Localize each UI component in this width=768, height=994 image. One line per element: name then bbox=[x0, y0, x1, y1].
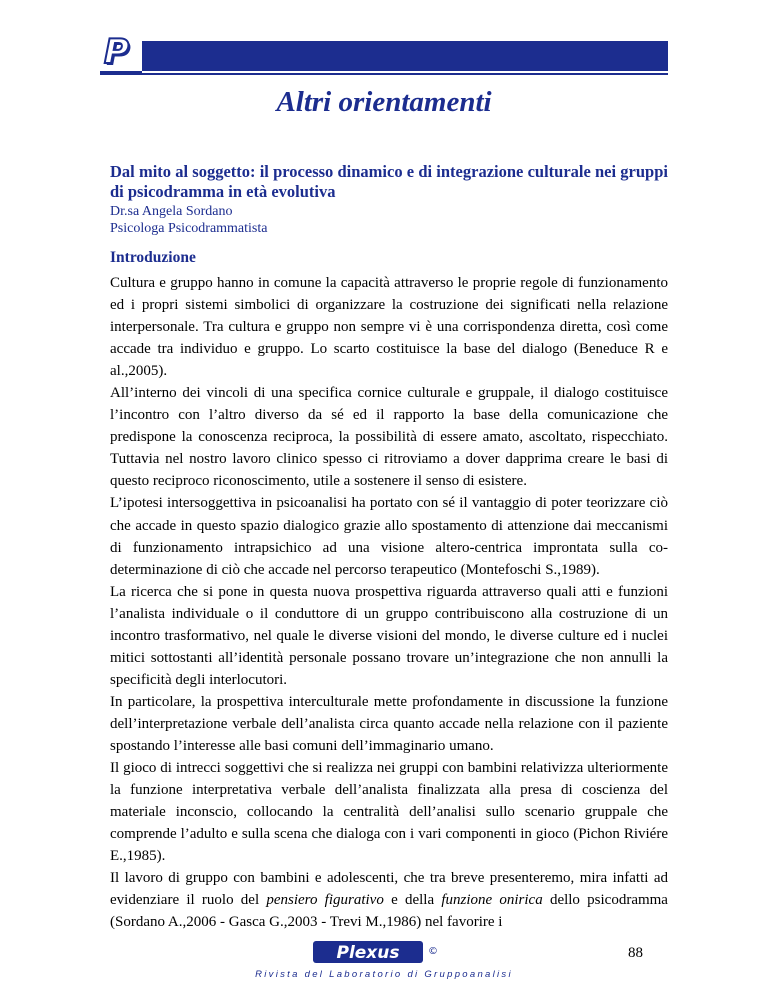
journal-caption: Rivista del Laboratorio di Gruppoanalisi bbox=[255, 969, 513, 980]
text-span: Il lavoro di gruppo con bambini e adolescenti, che tra breve presenteremo, mira infatti ad evidenziare il ruolo del bbox=[110, 870, 668, 909]
plexus-p-logo: P bbox=[104, 32, 129, 72]
article-title: Dal mito al soggetto: il processo dinamico e di integrazione culturale nei gruppi di psicodramma in età evolutiva bbox=[110, 162, 668, 201]
paragraph: Cultura e gruppo hanno in comune la capacità attraverso le proprie regole di funzionamento ed i propri sistemi simbolici di organizzare la costruzione dei significati nella relazione interpersonale. Tra cultura e gruppo non sempre vi è una corrispondenza diretta, così come accade tra individuo e gruppo. Lo scarto costituisce la base del dialogo (Beneduce R e al.,2005). bbox=[110, 275, 668, 380]
paragraph: In particolare, la prospettiva interculturale mette profondamente in discussione la funzione dell’interpretazione verbale dell’analista circa quanto accade nella relazione con il paziente spostando l’interesse alle basi comuni dell’immaginario umano. bbox=[110, 693, 668, 754]
copyright-mark: © bbox=[428, 946, 438, 957]
author-name: Dr.sa Angela Sordano bbox=[110, 204, 233, 219]
paragraph: L’ipotesi intersoggettiva in psicoanalisi ha portato con sé il vantaggio di poter teorizzare ciò che accade in questo spazio dialogico grazie allo spostamento di attenzione dai meccanismi di funzionamento intrapsichico ad una visione altero-centrica improntata sulla co-determinazione di ciò che accade nel percorso terapeutico (Montefoschi S.,1989). bbox=[110, 495, 668, 578]
paragraph: Il gioco di intrecci soggettivi che si realizza nei gruppi con bambini relativizza ulteriormente la funzione interpretativa verbale dell’analista finalizzata alla presa di coscienza del materiale inconscio, collocando la centralità dell’analisi sullo scenario gruppale che comprende l’adulto e sulla scena che dialoga con i vari componenti in gioco (Pichon Riviére E.,1985). bbox=[110, 760, 668, 865]
header-bar bbox=[100, 41, 668, 71]
author-role: Psicologa Psicodrammatista bbox=[110, 221, 268, 236]
text-span: e della bbox=[383, 892, 442, 909]
page-number: 88 bbox=[628, 945, 643, 961]
footer-logo-text: Plexus bbox=[336, 943, 400, 963]
emphasis: funzione onirica bbox=[441, 892, 543, 909]
emphasis: pensiero figurativo bbox=[266, 892, 384, 909]
subheading: Introduzione bbox=[110, 249, 196, 266]
paragraph: All’interno dei vincoli di una specifica cornice culturale e gruppale, il dialogo costituisce l’incontro con l’altro diverso da sé ed il rapporto la base della comunicazione che predispone la conoscenza reciproca, la possibilità di essere amato, ascoltato, rispecchiato. Tuttavia nel nostro lavoro clinico spesso ci ritroviamo a dover dapprima creare le basi di questo reciproco riconoscimento, utile a sostenere il senso di esistere. bbox=[110, 385, 668, 490]
author-block bbox=[110, 203, 267, 237]
text-span: dello psicodramma (Sordano A.,2006 - Gasca G.,2003 - Trevi M.,1986) nel favorire i bbox=[110, 892, 668, 931]
paragraph: La ricerca che si pone in questa nuova prospettiva riguarda attraverso quali atti e funzioni l’analista individuale o il conduttore di un gruppo contribuiscono alla costruzione di un incontro trasformativo, nel quale le diverse visioni del mondo, le diverse culture ed i nuclei mitici sottostanti all’identità personale possano trovare un’integrazione che non annulli la specificità degli interlocutori. bbox=[110, 583, 668, 688]
paragraph-last bbox=[110, 867, 668, 933]
article-body bbox=[110, 272, 668, 933]
section-title: Altri orientamenti bbox=[276, 86, 492, 118]
plexus-footer-logo bbox=[313, 941, 423, 963]
